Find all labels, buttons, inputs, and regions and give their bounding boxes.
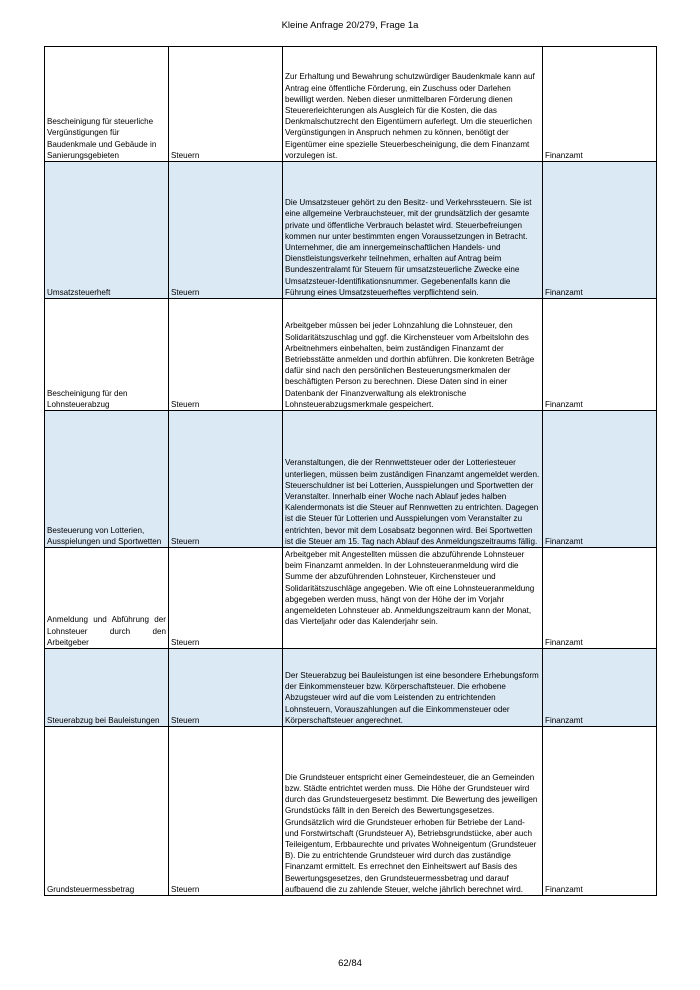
table-row: [45, 727, 657, 896]
table-row: [45, 411, 657, 548]
row-category: Steuern: [169, 548, 283, 649]
row-authority: Finanzamt: [543, 727, 657, 896]
services-table: [44, 46, 657, 896]
row-category: Steuern: [169, 162, 283, 299]
row-category: Steuern: [169, 47, 283, 162]
page-number: 62/84: [338, 958, 362, 969]
row-category: Steuern: [169, 299, 283, 411]
row-authority: Finanzamt: [543, 162, 657, 299]
row-name: Steuerabzug bei Bauleistungen: [45, 649, 169, 727]
row-name: Bescheinigung für steuerliche Vergünstigungen für Baudenkmale und Gebäude in Sanierungsgebieten: [45, 47, 169, 162]
row-description: Zur Erhaltung und Bewahrung schutzwürdiger Baudenkmale kann auf Antrag eine öffentliche Förderung, ein Zuschuss oder Darlehen bewilligt werden. Neben dieser unmittelbaren Förderung dienen Steuererleichterungen als Ausgleich für die Kosten, die das Denkmalschutzrecht den Eigentümern auferlegt. Um die steuerlichen Vergünstigungen in Anspruch nehmen zu können, benötigt der Eigentümer eine spezielle Steuerbescheinigung, die dem Finanzamt vorzulegen ist.: [283, 47, 543, 162]
table-row: [45, 299, 657, 411]
row-name: Umsatzsteuerheft: [45, 162, 169, 299]
row-description: Arbeitgeber müssen bei jeder Lohnzahlung die Lohnsteuer, den Solidaritätszuschlag und ggf. die Kirchensteuer vom Arbeitslohn des Arbeitnehmers einbehalten, beim zuständigen Finanzamt der Betriebsstätte anmelden und dorthin abführen. Die konkreten Beträge dafür sind nach den persönlichen Besteuerungsmerkmalen der beschäftigten Person zu berechnen. Diese Daten sind in einer Datenbank der Finanzverwaltung als elektronische Lohnsteuerabzugsmerkmale gespeichert.: [283, 299, 543, 411]
row-authority: Finanzamt: [543, 299, 657, 411]
row-description: Der Steuerabzug bei Bauleistungen ist eine besondere Erhebungsform der Einkommensteuer bzw. Körperschaftsteuer. Die erhobene Abzugsteuer wird auf die vom Leistenden zu entrichtenden Lohnsteuern, Vorauszahlungen auf die Einkommensteuer oder Körperschaftsteuer angerechnet.: [283, 649, 543, 727]
row-description: Arbeitgeber mit Angestellten müssen die abzuführende Lohnsteuer beim Finanzamt anmelden. In der Lohnsteueranmeldung wird die Summe der abzuführenden Lohnsteuer, Kirchensteuer und Solidaritätszuschläge angegeben. Wie oft eine Lohnsteueranmeldung abgegeben werden muss, hängt von der Höhe der im Vorjahr angemeldeten Lohnsteuer ab. Anmeldungszeitraum kann der Monat, das Vierteljahr oder das Kalenderjahr sein.: [283, 548, 543, 649]
page-header: Kleine Anfrage 20/279, Frage 1a: [281, 20, 419, 31]
row-authority: Finanzamt: [543, 649, 657, 727]
row-description: Veranstaltungen, die der Rennwettsteuer oder der Lotteriesteuer unterliegen, müssen beim zuständigen Finanzamt angemeldet werden. Steuerschuldner ist bei Lotterien, Ausspielungen und Sportwetten der Veranstalter. Innerhalb einer Woche nach Ablauf jedes halben Kalendermonats ist die Steuer auf Rennwetten zu entrichten. Dagegen ist die Steuer für Lotterien und Ausspielungen vom Veranstalter zu entrichten, bevor mit dem Losabsatz begonnen wird. Bei Sportwetten ist die Steuer am 15. Tag nach Ablauf des Anmeldungszeitraums fällig.: [283, 411, 543, 548]
row-name: Bescheinigung für den Lohnsteuerabzug: [45, 299, 169, 411]
row-category: Steuern: [169, 649, 283, 727]
row-description: Die Grundsteuer entspricht einer Gemeindesteuer, die an Gemeinden bzw. Städte entrichtet werden muss. Die Höhe der Grundsteuer wird durch das Grundsteuergesetz bestimmt. Die Bewertung des jeweiligen Grundstücks fällt in den Bereich des Bewertungsgesetzes. Grundsätzlich wird die Grundsteuer erhoben für Betriebe der Land- und Forstwirtschaft (Grundsteuer A), Betriebsgrundstücke, aber auch Teileigentum, Erbbaurechte und privates Wohneigentum (Grundsteuer B). Die zu entrichtende Grundsteuer wird durch das zuständige Finanzamt ermittelt. Es errechnet den Einheitswert auf Basis des Bewertungsgesetzes, den Grundsteuermessbetrag und darauf aufbauend die zu zahlende Steuer, welche jährlich berechnet wird.: [283, 727, 543, 896]
row-authority: Finanzamt: [543, 411, 657, 548]
row-category: Steuern: [169, 411, 283, 548]
row-description: Die Umsatzsteuer gehört zu den Besitz- und Verkehrssteuern. Sie ist eine allgemeine Verbrauchsteuer, mit der grundsätzlich der gesamte private und öffentliche Verbrauch belastet wird. Steuerbefreiungen kommen nur unter bestimmten engen Voraussetzungen in Betracht. Unternehmer, die am innergemeinschaftlichen Handels- und Dienstleistungsverkehr teilnehmen, erhalten auf Antrag beim Bundeszentralamt für Steuern für umsatzsteuerliche Zwecke eine Umsatzsteuer-Identifikationsnummer. Gegebenenfalls kann die Führung eines Umsatzsteuerheftes verpflichtend sein.: [283, 162, 543, 299]
table-row: [45, 649, 657, 727]
row-authority: Finanzamt: [543, 47, 657, 162]
row-authority: Finanzamt: [543, 548, 657, 649]
table-row: [45, 162, 657, 299]
table-row: [45, 47, 657, 162]
row-name: Anmeldung und Abführung der Lohnsteuer durch den Arbeitgeber: [45, 548, 169, 649]
row-name: Grundsteuermessbetrag: [45, 727, 169, 896]
table-row: [45, 548, 657, 649]
row-name: Besteuerung von Lotterien, Ausspielungen und Sportwetten: [45, 411, 169, 548]
row-category: Steuern: [169, 727, 283, 896]
